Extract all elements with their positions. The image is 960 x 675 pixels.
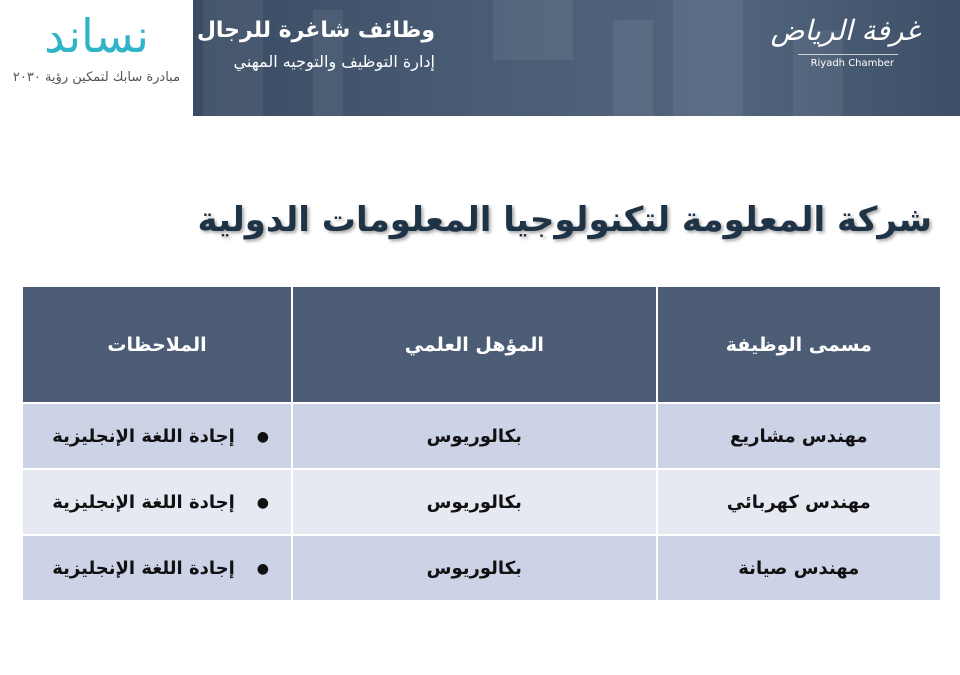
nasaned-logo-tagline: مبادرة سابك لتمكين رؤية ٢٠٣٠	[12, 70, 181, 85]
riyadh-chamber-label: Riyadh Chamber	[810, 58, 894, 69]
qualification-cell: بكالوريوس	[292, 535, 657, 601]
bullet-icon: ●	[256, 494, 269, 511]
riyadh-chamber-logo: غرفة الرياض	[770, 14, 920, 47]
job-title-cell: مهندس مشاريع	[657, 403, 941, 469]
bullet-icon: ●	[256, 560, 269, 577]
jobs-table	[21, 285, 942, 602]
header-notes: الملاحظات	[22, 286, 292, 403]
header-qualification: المؤهل العلمي	[292, 286, 657, 403]
table-header-row	[22, 286, 941, 403]
notes-cell	[22, 535, 292, 601]
banner-subtitle: إدارة التوظيف والتوجيه المهني	[233, 52, 435, 71]
header-job-title: مسمى الوظيفة	[657, 286, 941, 403]
notes-text: إجادة اللغة الإنجليزية	[52, 491, 235, 513]
banner-title: وظائف شاغرة للرجال	[196, 18, 435, 43]
table-row	[22, 403, 941, 469]
bullet-icon: ●	[256, 428, 269, 445]
chamber-divider	[798, 54, 898, 55]
nasaned-logo	[0, 0, 193, 116]
nasaned-logo-word: نساند	[44, 9, 149, 63]
notes-text: إجادة اللغة الإنجليزية	[52, 557, 235, 579]
notes-cell	[22, 469, 292, 535]
job-title-cell: مهندس كهربائي	[657, 469, 941, 535]
company-title: شركة المعلومة لتكنولوجيا المعلومات الدولية	[197, 200, 932, 240]
header-banner	[193, 0, 960, 116]
table-row	[22, 535, 941, 601]
qualification-cell: بكالوريوس	[292, 403, 657, 469]
notes-cell	[22, 403, 292, 469]
qualification-cell: بكالوريوس	[292, 469, 657, 535]
job-title-cell: مهندس صيانة	[657, 535, 941, 601]
table-row	[22, 469, 941, 535]
notes-text: إجادة اللغة الإنجليزية	[52, 425, 235, 447]
